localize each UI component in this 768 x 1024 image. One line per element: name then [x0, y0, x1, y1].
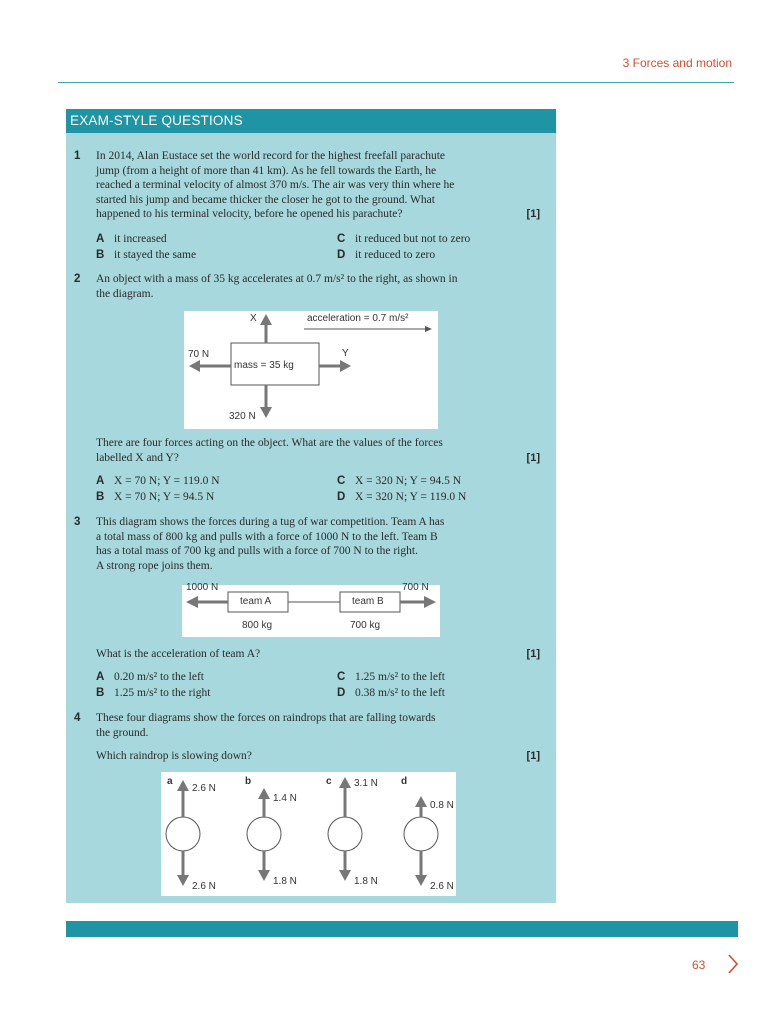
question-text: [96, 149, 536, 222]
option-letter: A: [96, 233, 105, 245]
text-line: In 2014, Alan Eustace set the world record for the highest freefall parachute: [96, 150, 446, 162]
text-line: labelled X and Y?: [96, 451, 179, 464]
option-a[interactable]: [96, 474, 220, 489]
option-letter: D: [337, 687, 346, 699]
raindrop-c-down-force: 1.8 N: [354, 876, 378, 887]
force-down-label: 320 N: [229, 411, 256, 422]
raindrop-c-up-force: 3.1 N: [354, 778, 378, 789]
mass-a-label: 800 kg: [242, 620, 273, 631]
question-ask: Which raindrop is slowing down?: [96, 750, 252, 762]
raindrop-a: [166, 780, 200, 886]
option-c[interactable]: [337, 474, 461, 489]
option-text: X = 320 N; Y = 119.0 N: [355, 491, 467, 503]
mark: [1]: [526, 452, 540, 464]
option-d[interactable]: [337, 248, 435, 263]
option-c[interactable]: [337, 670, 445, 685]
raindrops-diagram: [161, 772, 456, 896]
text-line: the diagram.: [96, 287, 154, 300]
mark: [1]: [526, 208, 540, 220]
right-arrow-y-head: [340, 360, 351, 372]
text-line: a total mass of 800 kg and pulls with a force of 1000 N to the left. Team B: [96, 530, 438, 543]
footer-bar: [66, 921, 738, 937]
option-text: 1.25 m/s² to the right: [114, 687, 211, 699]
option-b[interactable]: [96, 248, 196, 263]
question-number: 4: [74, 712, 81, 724]
acceleration-label: acceleration = 0.7 m/s²: [307, 313, 409, 324]
left-arrow-head: [189, 360, 200, 372]
option-b[interactable]: [96, 490, 214, 505]
option-letter: B: [96, 491, 105, 503]
raindrop-d-letter: d: [401, 776, 408, 787]
right-arrow-head: [424, 596, 436, 608]
text-line: There are four forces acting on the object. What are the values of the forces: [96, 437, 443, 449]
option-letter: A: [96, 475, 105, 487]
option-text: X = 70 N; Y = 94.5 N: [114, 491, 215, 503]
question-number: 1: [74, 150, 81, 162]
question-text: [96, 711, 536, 740]
option-text: it reduced but not to zero: [355, 233, 471, 245]
raindrop-c: [328, 777, 362, 881]
option-text: it increased: [114, 233, 167, 245]
box-title: EXAM-STYLE QUESTIONS: [70, 113, 243, 128]
question-text: [96, 272, 536, 301]
option-text: 0.38 m/s² to the left: [355, 687, 446, 699]
box-title-bar: [66, 109, 556, 133]
option-d[interactable]: [337, 490, 466, 505]
force-right-label: 700 N: [402, 582, 429, 593]
header-rule: [58, 82, 734, 83]
force-y-label: Y: [342, 348, 349, 359]
chapter-header: 3 Forces and motion: [622, 56, 732, 70]
question-text: [96, 436, 536, 465]
text-line: started his jump and became thicker the closer he got to the ground. What: [96, 193, 435, 206]
text-line: jump (from a height of more than 41 km). As he fell towards the Earth, he: [96, 164, 437, 177]
option-letter: B: [96, 249, 105, 261]
text-line: A strong rope joins them.: [96, 559, 213, 572]
text-line: happened to his terminal velocity, before he opened his parachute?: [96, 208, 403, 221]
option-b[interactable]: [96, 686, 210, 701]
text-line: An object with a mass of 35 kg accelerates at 0.7 m/s² to the right, as shown in: [96, 273, 458, 285]
option-letter: C: [337, 671, 346, 683]
option-letter: D: [337, 491, 346, 503]
option-text: 1.25 m/s² to the left: [355, 671, 446, 683]
tug-of-war-diagram: [182, 582, 440, 637]
raindrop-d-up-force: 0.8 N: [430, 800, 454, 811]
mark: [1]: [526, 750, 540, 762]
next-page-chevron-icon[interactable]: [726, 952, 740, 976]
raindrop-c-letter: c: [326, 776, 332, 787]
question-text: [96, 515, 536, 573]
option-text: X = 70 N; Y = 119.0 N: [114, 475, 220, 487]
up-arrow-x-head: [260, 314, 272, 325]
raindrop-b-down-force: 1.8 N: [273, 876, 297, 887]
text-line: reached a terminal velocity of almost 370 m/s. The air was very thin where he: [96, 179, 455, 192]
option-a[interactable]: [96, 232, 167, 247]
option-d[interactable]: [337, 686, 445, 701]
option-text: it reduced to zero: [355, 249, 436, 261]
team-b-label: team B: [352, 596, 384, 607]
force-diagram: [184, 311, 438, 429]
option-a[interactable]: [96, 670, 204, 685]
option-text: it stayed the same: [114, 249, 197, 261]
text-line: has a total mass of 700 kg and pulls with a force of 700 N to the right.: [96, 545, 418, 558]
mass-b-label: 700 kg: [350, 620, 381, 631]
raindrop-d-down-force: 2.6 N: [430, 881, 454, 892]
option-c[interactable]: [337, 232, 470, 247]
question-ask: What is the acceleration of team A?: [96, 648, 261, 660]
force-left-label: 1000 N: [186, 582, 219, 593]
down-arrow-head: [260, 407, 272, 418]
option-letter: C: [337, 475, 346, 487]
question-number: 3: [74, 516, 81, 528]
question-number: 2: [74, 273, 81, 285]
raindrop-a-down-force: 2.6 N: [192, 881, 216, 892]
team-a-label: team A: [240, 596, 272, 607]
force-diagram-arrows: [184, 311, 438, 429]
raindrop-a-up-force: 2.6 N: [192, 783, 216, 794]
raindrop-b-up-force: 1.4 N: [273, 793, 297, 804]
text-line: the ground.: [96, 726, 149, 739]
acceleration-arrow-head: [425, 326, 432, 332]
page-number: 63: [692, 958, 706, 972]
option-letter: A: [96, 671, 105, 683]
mark: [1]: [526, 648, 540, 660]
option-text: 0.20 m/s² to the left: [114, 671, 205, 683]
left-arrow-head: [186, 596, 198, 608]
option-letter: B: [96, 687, 105, 699]
exam-questions-box: [66, 109, 556, 903]
option-text: X = 320 N; Y = 94.5 N: [355, 475, 462, 487]
raindrop-a-letter: a: [167, 776, 173, 787]
text-line: This diagram shows the forces during a tug of war competition. Team A has: [96, 516, 445, 528]
text-line: These four diagrams show the forces on raindrops that are falling towards: [96, 712, 436, 724]
force-left-label: 70 N: [188, 349, 210, 360]
raindrop-b-letter: b: [245, 776, 252, 787]
option-letter: D: [337, 249, 346, 261]
option-letter: C: [337, 233, 346, 245]
force-x-label: X: [250, 313, 257, 324]
mass-label: mass = 35 kg: [234, 360, 294, 371]
